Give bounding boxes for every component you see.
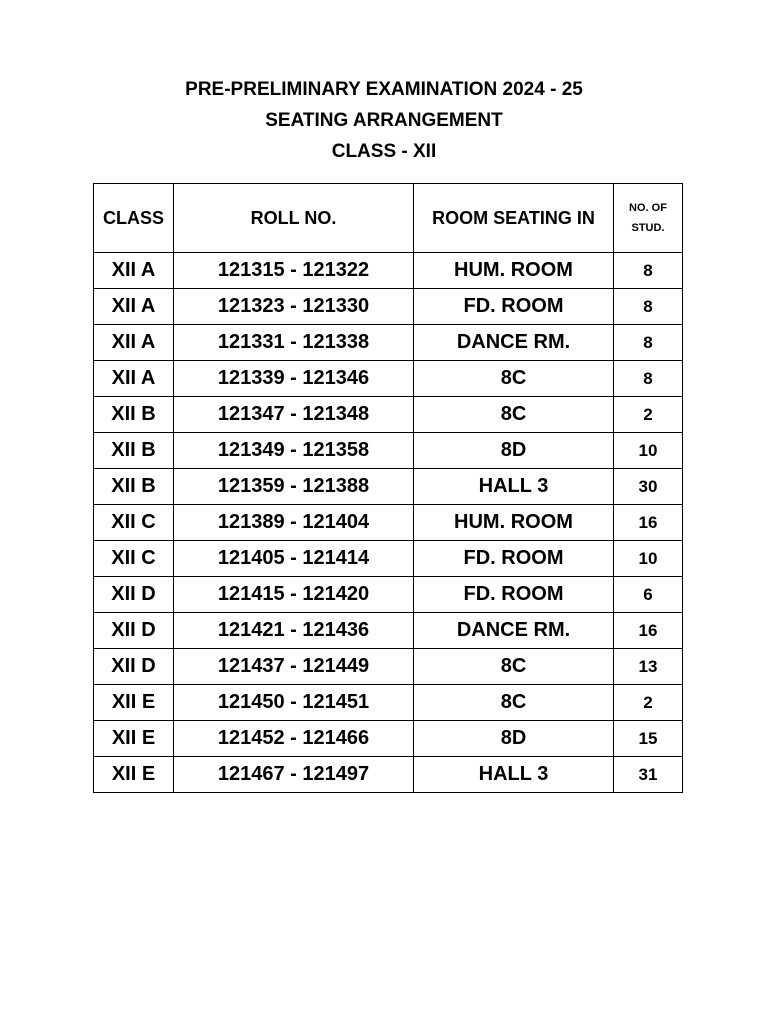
room-cell: 8C [414, 649, 614, 685]
table-row [94, 433, 683, 469]
class-cell: XII E [94, 685, 174, 721]
class-cell: XII C [94, 505, 174, 541]
class-cell: XII A [94, 361, 174, 397]
class-cell: XII B [94, 397, 174, 433]
table-row [94, 613, 683, 649]
student-count-cell: 31 [614, 757, 683, 793]
room-cell: FD. ROOM [414, 289, 614, 325]
class-cell: XII A [94, 253, 174, 289]
class-cell: XII E [94, 721, 174, 757]
column-header-roll-no: ROLL NO. [174, 184, 414, 253]
document-subtitle: SEATING ARRANGEMENT [265, 110, 503, 131]
roll-range-cell: 121389 - 121404 [174, 505, 414, 541]
table-row [94, 649, 683, 685]
roll-range-cell: 121359 - 121388 [174, 469, 414, 505]
room-cell: 8D [414, 721, 614, 757]
class-cell: XII C [94, 541, 174, 577]
table-row [94, 577, 683, 613]
roll-range-cell: 121347 - 121348 [174, 397, 414, 433]
student-count-cell: 10 [614, 433, 683, 469]
room-cell: HUM. ROOM [414, 505, 614, 541]
student-count-cell: 8 [614, 361, 683, 397]
table-row [94, 541, 683, 577]
student-count-cell: 8 [614, 325, 683, 361]
exam-title: PRE-PRELIMINARY EXAMINATION 2024 - 25 [185, 79, 583, 100]
class-cell: XII D [94, 577, 174, 613]
roll-range-cell: 121331 - 121338 [174, 325, 414, 361]
student-count-cell: 2 [614, 397, 683, 433]
room-cell: 8C [414, 397, 614, 433]
student-count-cell: 16 [614, 505, 683, 541]
table-row [94, 361, 683, 397]
room-cell: 8C [414, 361, 614, 397]
class-cell: XII B [94, 433, 174, 469]
room-cell: 8C [414, 685, 614, 721]
roll-range-cell: 121421 - 121436 [174, 613, 414, 649]
class-cell: XII B [94, 469, 174, 505]
student-count-cell: 8 [614, 253, 683, 289]
roll-range-cell: 121315 - 121322 [174, 253, 414, 289]
class-cell: XII A [94, 289, 174, 325]
roll-range-cell: 121349 - 121358 [174, 433, 414, 469]
room-cell: FD. ROOM [414, 577, 614, 613]
room-cell: HALL 3 [414, 469, 614, 505]
roll-range-cell: 121323 - 121330 [174, 289, 414, 325]
roll-range-cell: 121339 - 121346 [174, 361, 414, 397]
student-count-cell: 16 [614, 613, 683, 649]
roll-range-cell: 121405 - 121414 [174, 541, 414, 577]
document-header [0, 74, 768, 167]
room-cell: DANCE RM. [414, 613, 614, 649]
table-row [94, 721, 683, 757]
table-body [94, 253, 683, 793]
class-cell: XII D [94, 613, 174, 649]
table-row [94, 289, 683, 325]
column-header-count-line2: STUD. [631, 222, 665, 234]
student-count-cell: 10 [614, 541, 683, 577]
table-row [94, 397, 683, 433]
class-cell: XII D [94, 649, 174, 685]
student-count-cell: 2 [614, 685, 683, 721]
student-count-cell: 8 [614, 289, 683, 325]
table-row [94, 757, 683, 793]
table-header-row [94, 184, 683, 253]
room-cell: HALL 3 [414, 757, 614, 793]
table-row [94, 253, 683, 289]
class-cell: XII A [94, 325, 174, 361]
room-cell: DANCE RM. [414, 325, 614, 361]
roll-range-cell: 121452 - 121466 [174, 721, 414, 757]
column-header-student-count [614, 184, 683, 253]
column-header-room: ROOM SEATING IN [414, 184, 614, 253]
roll-range-cell: 121450 - 121451 [174, 685, 414, 721]
student-count-cell: 15 [614, 721, 683, 757]
room-cell: 8D [414, 433, 614, 469]
student-count-cell: 6 [614, 577, 683, 613]
class-cell: XII E [94, 757, 174, 793]
table-row [94, 505, 683, 541]
room-cell: FD. ROOM [414, 541, 614, 577]
roll-range-cell: 121415 - 121420 [174, 577, 414, 613]
class-title: CLASS - XII [331, 141, 437, 162]
room-cell: HUM. ROOM [414, 253, 614, 289]
column-header-class: CLASS [94, 184, 174, 253]
table-row [94, 325, 683, 361]
roll-range-cell: 121467 - 121497 [174, 757, 414, 793]
table-row [94, 469, 683, 505]
roll-range-cell: 121437 - 121449 [174, 649, 414, 685]
student-count-cell: 30 [614, 469, 683, 505]
student-count-cell: 13 [614, 649, 683, 685]
table-row [94, 685, 683, 721]
column-header-count-line1: NO. OF [629, 202, 667, 214]
seating-table [93, 183, 683, 793]
